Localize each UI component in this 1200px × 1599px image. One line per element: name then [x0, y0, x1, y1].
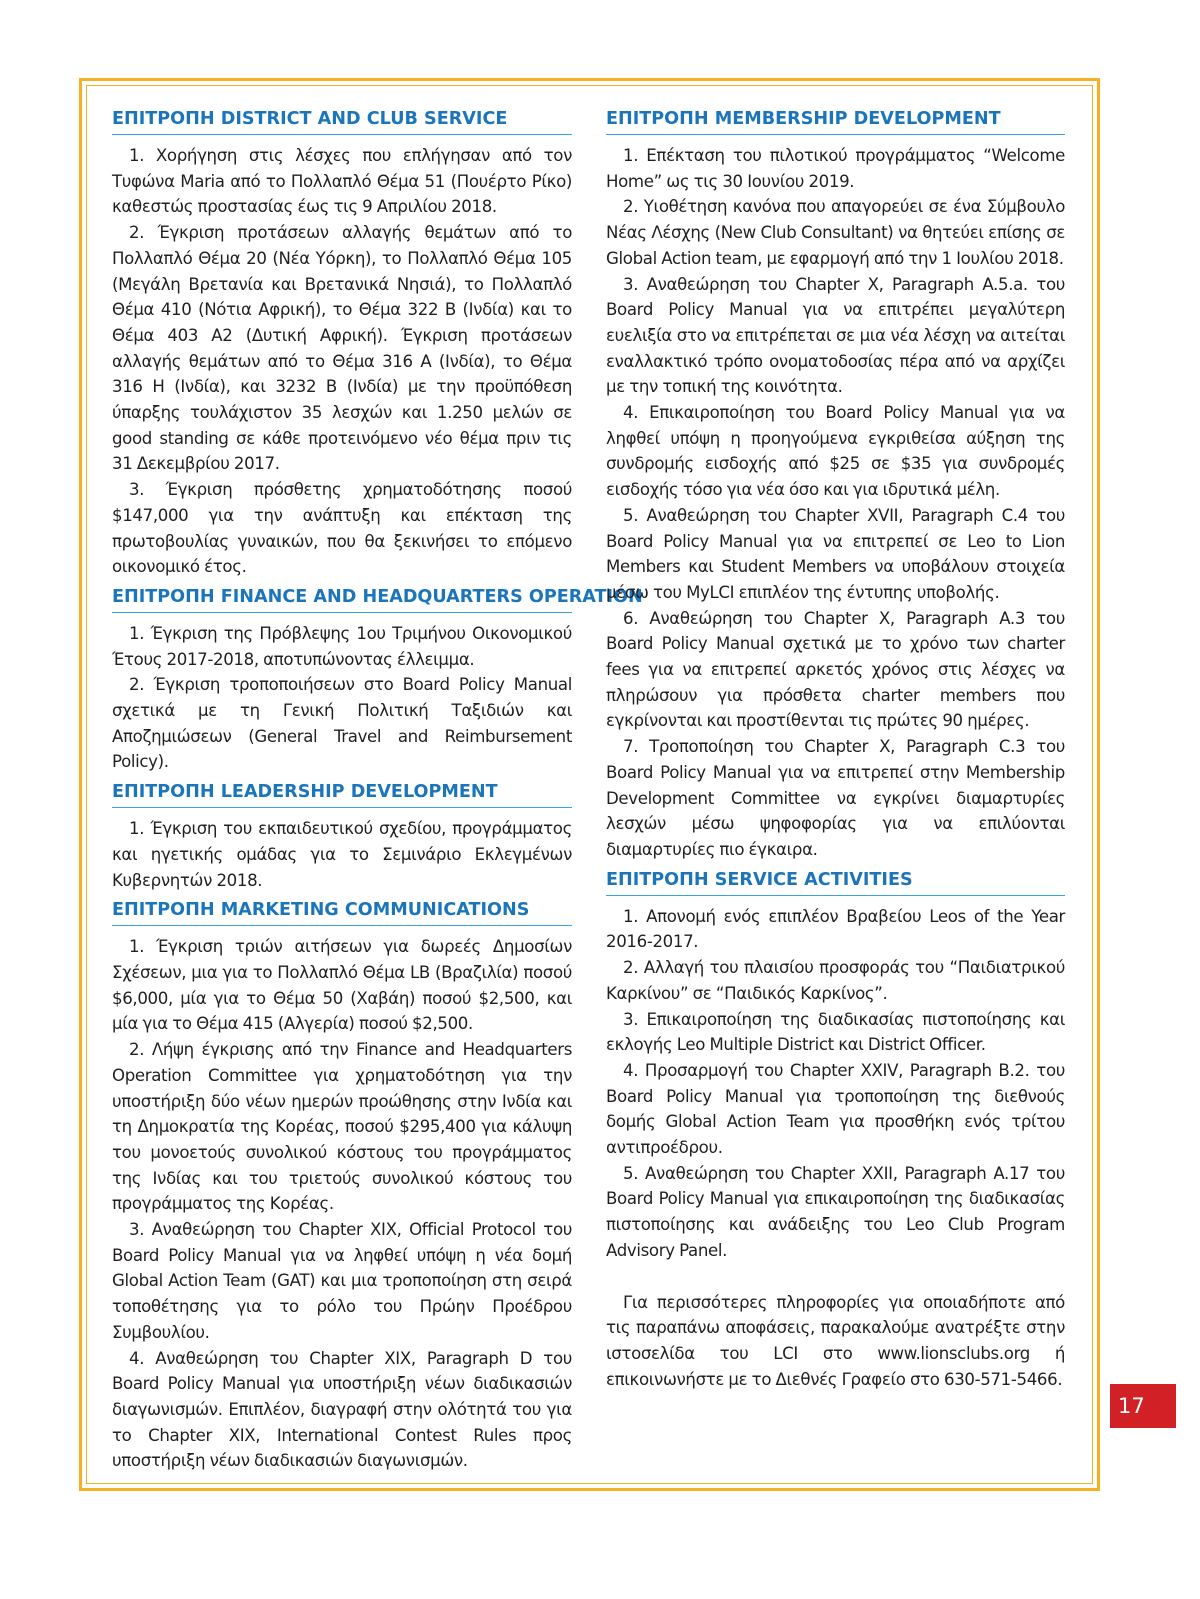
right-column [606, 107, 1065, 1409]
resolution-item: 4. Αναθεώρηση του Chapter XIX, Paragraph D του Board Policy Manual για υποστήριξη νέων διαδικασιών διαγωνισμών. Επιπλέον, διαγραφή στην ολότητά του για το Chapter XIX, International Contest Rules προς υποστήριξη νέων διαδικασιών διαγωνισμών. [112, 1348, 572, 1471]
resolution-item: 5. Αναθεώρηση του Chapter XVII, Paragraph C.4 του Board Policy Manual για να επιτρεπεί σε Leo to Lion Members και Student Members να υποβάλουν στοιχεία μέσω του MyLCI επιπλέον της έντυπης υποβολής. [606, 505, 1065, 602]
resolution-item: 2. Έγκριση προτάσεων αλλαγής θεμάτων από το Πολλαπλό Θέμα 20 (Νέα Υόρκη), το Πολλαπλό Θέμα 105 (Μεγάλη Βρετανία και Βρετανικά Νησιά), το Πολλαπλό Θέμα 410 (Νότια Αφρική), το Θέμα 322 B (Ινδία) και το Θέμα 403 A2 (Δυτική Αφρική). Έγκριση προτάσεων αλλαγής θεμάτων από το Θέμα 316 A (Ινδία), το Θέμα 316 H (Ινδία), και 3232 B (Ινδία) με την προϋπόθεση ύπαρξης τουλάχιστον 35 λεσχών και 1.250 μελών σε good standing σε κάθε προτεινόμενο νέο θέμα πριν τις 31 Δεκεμβρίου 2017. [112, 223, 572, 474]
section-membership-development [606, 107, 1065, 863]
resolution-item: 1. Έγκριση τριών αιτήσεων για δωρεές Δημοσίων Σχέσεων, μια για το Πολλαπλό Θέμα LB (Βραζιλία) ποσού $6,000, μία για το Θέμα 50 (Χαβάη) ποσού $2,500, και μία για το Θέμα 415 (Αλγερία) ποσού $2,500. [112, 937, 572, 1034]
section-heading: ΕΠΙΤΡΟΠΗ MEMBERSHIP DEVELOPMENT [606, 107, 1065, 135]
resolution-item: 4. Προσαρμογή του Chapter XXIV, Paragraph B.2. του Board Policy Manual για τροποποίηση της διεθνούς δομής Global Action Team για προσθήκη ενός τρίτου αντιπροέδρου. [606, 1060, 1065, 1158]
section-heading: ΕΠΙΤΡΟΠΗ DISTRICT AND CLUB SERVICE [112, 107, 572, 135]
resolution-item: 1. Απονομή ενός επιπλέον Βραβείου Leos of the Year 2016-2017. [606, 906, 1065, 952]
resolution-item: 3. Έγκριση πρόσθετης χρηματοδότησης ποσού $147,000 για την ανάπτυξη και επέκταση της πρωτοβουλίας γυναικών, που θα ξεκινήσει το επόμενο οικονομικό έτος. [112, 480, 572, 577]
section-marketing-communications [112, 898, 572, 1474]
resolution-item: 1. Έγκριση της Πρόβλεψης 1ου Τριμήνου Οικονομικού Έτους 2017-2018, αποτυπώνοντας έλλειμμα. [112, 623, 572, 669]
section-leadership-development [112, 780, 572, 893]
section-heading: ΕΠΙΤΡΟΠΗ LEADERSHIP DEVELOPMENT [112, 780, 572, 808]
resolution-item: 1. Χορήγηση στις λέσχες που επλήγησαν από τον Τυφώνα Maria από το Πολλαπλό Θέμα 51 (Πουέρτο Ρίκο) καθεστώς προστασίας έως τις 9 Απριλίου 2018. [112, 146, 572, 217]
resolution-item: 2. Αλλαγή του πλαισίου προσφοράς του “Παιδιατρικού Καρκίνου” σε “Παιδικός Καρκίνος”. [606, 958, 1065, 1003]
section-heading: ΕΠΙΤΡΟΠΗ SERVICE ACTIVITIES [606, 868, 1065, 896]
resolution-item: 2. Υιοθέτηση κανόνα που απαγορεύει σε ένα Σύμβουλο Νέας Λέσχης (New Club Consultant) να θητεύει επίσης σε Global Action team, με εφαρμογή από την 1 Ιουλίου 2018. [606, 197, 1065, 268]
page-number-badge: 17 [1110, 1384, 1176, 1428]
resolution-item: 1. Επέκταση του πιλοτικού προγράμματος “Welcome Home” ως τις 30 Ιουνίου 2019. [606, 146, 1065, 191]
resolution-item: 4. Επικαιροποίηση του Board Policy Manual για να ληφθεί υπόψη η προηγούμενα εγκριθείσα αύξηση της συνδρομής εισδοχής από $25 σε $35 για συνδρομές εισδοχής τόσο για νέα όσο και για ιδρυτικά μέλη. [606, 403, 1065, 500]
resolution-item: 3. Αναθεώρηση του Chapter X, Paragraph A.5.a. του Board Policy Manual για να επιτρέπει μεγαλύτερη ευελιξία στο να επιτρέπεται σε μια νέα λέσχη να αιτείται εναλλακτικό τρόπο ονοματοδοσίας πέρα από να αρχίζει με την τοπική της κοινότητα. [606, 274, 1065, 397]
section-district-club-service [112, 107, 572, 580]
resolution-item: 5. Αναθεώρηση του Chapter XXII, Paragraph A.17 του Board Policy Manual για επικαιροποίηση της διαδικασίας πιστοποίησης και ανάδειξης του Leo Club Program Advisory Panel. [606, 1163, 1065, 1260]
resolution-item: 6. Αναθεώρηση του Chapter X, Paragraph A.3 του Board Policy Manual σχετικά με το χρόνο των charter fees για να επιτρεπεί αρκετός χρόνος στις λέσχες να πληρώσουν για πρόσθετα charter members που εγκρίνονται και προστίθενται τις πρώτες 90 ημέρες. [606, 608, 1065, 731]
contact-paragraph: Για περισσότερες πληροφορίες για οποιαδήποτε από τις παραπάνω αποφάσεις, παρακαλούμε ανατρέξτε στην ιστοσελίδα του LCI στο www.lionsclubs.org ή επικοινωνήστε με το Διεθνές Γραφείο στο 630-571-5466. [606, 1292, 1065, 1389]
section-heading: ΕΠΙΤΡΟΠΗ FINANCE AND HEADQUARTERS OPERATION [112, 585, 572, 613]
resolution-item: 3. Αναθεώρηση του Chapter XIX, Official Protocol του Board Policy Manual για να ληφθεί υπόψη η νέα δομή Global Action Team (GAT) και μια τροποποίηση στη σειρά τοποθέτησης για το ρόλο του Πρώην Προέδρου Συμβουλίου. [112, 1220, 572, 1342]
resolution-item: 7. Τροποποίηση του Chapter X, Paragraph C.3 του Board Policy Manual για να επιτρεπεί στην Membership Development Committee να εγκρίνει διαμαρτυρίες λεσχών μέσω ψηφοφορίας για να επιλύονται διαμαρτυρίες πιο έγκαιρα. [606, 737, 1065, 859]
resolution-item: 2. Λήψη έγκρισης από την Finance and Headquarters Operation Committee για χρηματοδότηση για την υποστήριξη δύο νέων ημερών προώθησης στην Ινδία και τη Δημοκρατία της Κορέας, ποσού $295,400 για κάλυψη του μονοετούς συνολικού κόστους του προγράμματος της Ινδίας και του τριετούς συνολικού κόστους του προγράμματος της Κορέας. [112, 1040, 572, 1214]
resolution-item: 1. Έγκριση του εκπαιδευτικού σχεδίου, προγράμματος και ηγετικής ομάδας για το Σεμινάριο Εκλεγμένων Κυβερνητών 2018. [112, 819, 572, 890]
section-heading: ΕΠΙΤΡΟΠΗ MARKETING COMMUNICATIONS [112, 898, 572, 926]
resolution-item: 2. Έγκριση τροποποιήσεων στο Board Policy Manual σχετικά με τη Γενική Πολιτική Ταξιδιών και Αποζημιώσεων (General Travel and Reimbursement Policy). [112, 675, 572, 772]
resolution-item: 3. Επικαιροποίηση της διαδικασίας πιστοποίησης και εκλογής Leo Multiple District και District Officer. [606, 1009, 1065, 1055]
section-finance-hq-operation [112, 585, 643, 775]
section-service-activities [606, 868, 1065, 1264]
left-column [112, 107, 643, 1479]
